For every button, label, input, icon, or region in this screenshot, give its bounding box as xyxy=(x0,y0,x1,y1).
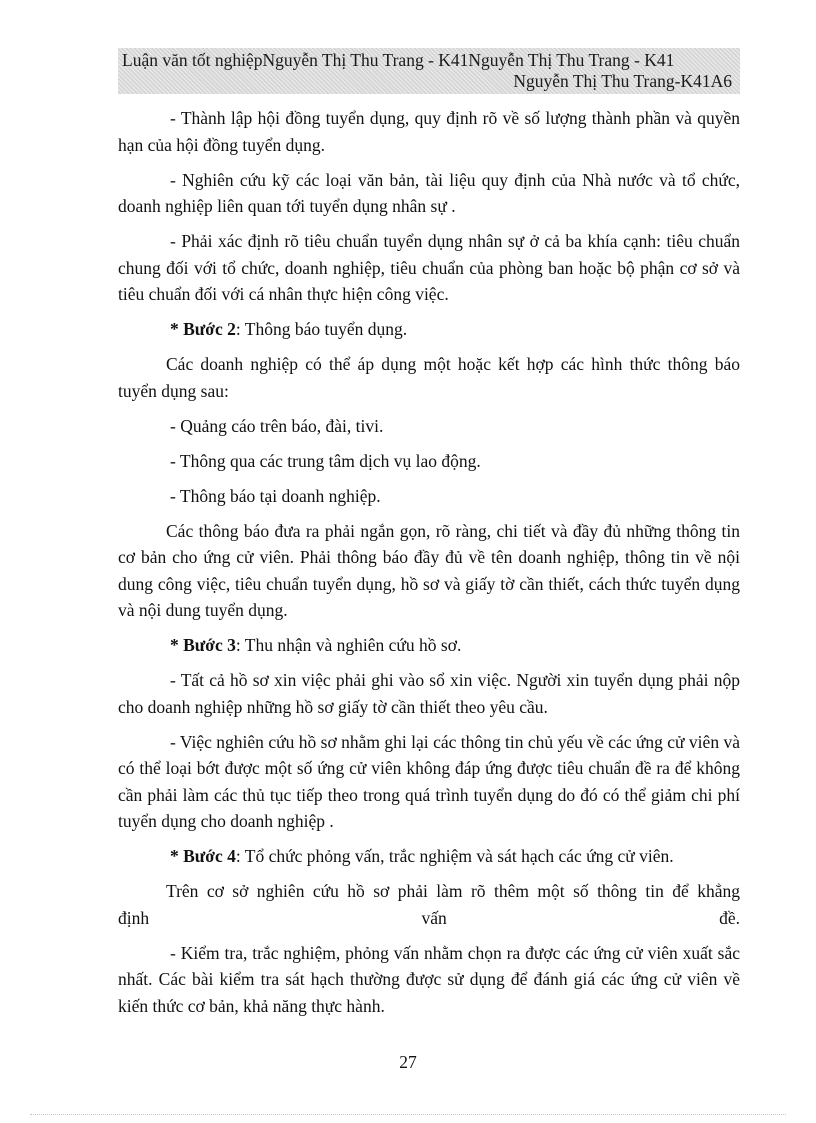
header-line-1: Luận văn tốt nghiệpNguyễn Thị Thu Trang - K41Nguyễn Thị Thu Trang - K41 xyxy=(122,50,675,70)
step-3-text: : Thu nhận và nghiên cứu hồ sơ. xyxy=(235,635,462,655)
list-item-ads: - Quảng cáo trên báo, đài, tivi. xyxy=(170,415,384,436)
page-number: 27 xyxy=(399,1052,417,1072)
step-2-heading xyxy=(118,316,740,343)
paragraph-application-review: - Việc nghiên cứu hồ sơ nhằm ghi lại các thông tin chủ yếu về các ứng cử viên và có thể loại bớt được một số ứng cử viên không đáp ứng được tiêu chuẩn đề ra để không cần phải làm các thủ tục tiếp theo trong quá trình tuyển dụng do đó có thể giảm chi phí tuyển dụng cho doanh nghiệp . xyxy=(118,731,740,831)
step-4-text: : Tổ chức phỏng vấn, trắc nghiệm và sát hạch các ứng cử viên. xyxy=(235,846,674,866)
paragraph-announcement-content: Các thông báo đưa ra phải ngắn gọn, rõ ràng, chi tiết và đầy đủ những thông tin cơ bản cho ứng cử viên. Phải thông báo đầy đủ về tên doanh nghiệp, thông tin về nội dung công việc, tiêu chuẩn tuyển dụng, hồ sơ và giấy tờ cần thiết, cách thức tuyển dụng và nội dung tuyển dụng. xyxy=(118,520,740,620)
body-text xyxy=(118,105,740,1028)
paragraph-criteria: - Phải xác định rõ tiêu chuẩn tuyển dụng nhân sự ở cả ba khía cạnh: tiêu chuẩn chung đối với tổ chức, doanh nghiệp, tiêu chuẩn của phòng ban hoặc bộ phận cơ sở và tiêu chuẩn đối với cá nhân thực hiện công việc. xyxy=(118,231,740,304)
step-3-label: * Bước 3 xyxy=(170,635,236,655)
step-2-label: * Bước 2 xyxy=(170,319,236,339)
step-4-label: * Bước 4 xyxy=(170,846,236,866)
list-item-labor-centers: - Thông qua các trung tâm dịch vụ lao động. xyxy=(170,450,481,471)
paragraph-testing: - Kiểm tra, trắc nghiệm, phỏng vấn nhằm chọn ra được các ứng cử viên xuất sắc nhất. Các bài kiểm tra sát hạch thường được sử dụng để đánh giá các ứng cử viên về kiến thức cơ bản, khả năng thực hành. xyxy=(118,942,740,1016)
paragraph-research-docs: - Nghiên cứu kỹ các loại văn bản, tài liệu quy định của Nhà nước và tổ chức, doanh nghiệp liên quan tới tuyển dụng nhân sự . xyxy=(118,169,740,216)
paragraph-application-book: - Tất cả hồ sơ xin việc phải ghi vào sổ xin việc. Người xin tuyển dụng phải nộp cho doanh nghiệp những hồ sơ giấy tờ cần thiết theo yêu cầu. xyxy=(118,670,740,717)
paragraph-clarify-line-1: Trên cơ sở nghiên cứu hồ sơ phải làm rõ thêm một số thông tin để khẳng xyxy=(166,881,740,901)
step-4-heading xyxy=(118,843,740,870)
step-2-text: : Thông báo tuyển dụng. xyxy=(235,319,408,339)
header-line-2: Nguyễn Thị Thu Trang-K41A6 xyxy=(513,71,732,91)
footer-divider xyxy=(30,1114,786,1115)
page-header xyxy=(118,48,740,94)
list-item-internal-notice: - Thông báo tại doanh nghiệp. xyxy=(170,485,381,506)
step-3-heading xyxy=(118,632,740,659)
paragraph-announcement-forms: Các doanh nghiệp có thể áp dụng một hoặc kết hợp các hình thức thông báo tuyển dụng sau: xyxy=(118,354,740,401)
paragraph-clarify-line-2: định vấn đề. xyxy=(118,907,740,928)
paragraph-council: - Thành lập hội đồng tuyển dụng, quy định rõ về số lượng thành phần và quyền hạn của hội đồng tuyển dụng. xyxy=(118,108,740,155)
